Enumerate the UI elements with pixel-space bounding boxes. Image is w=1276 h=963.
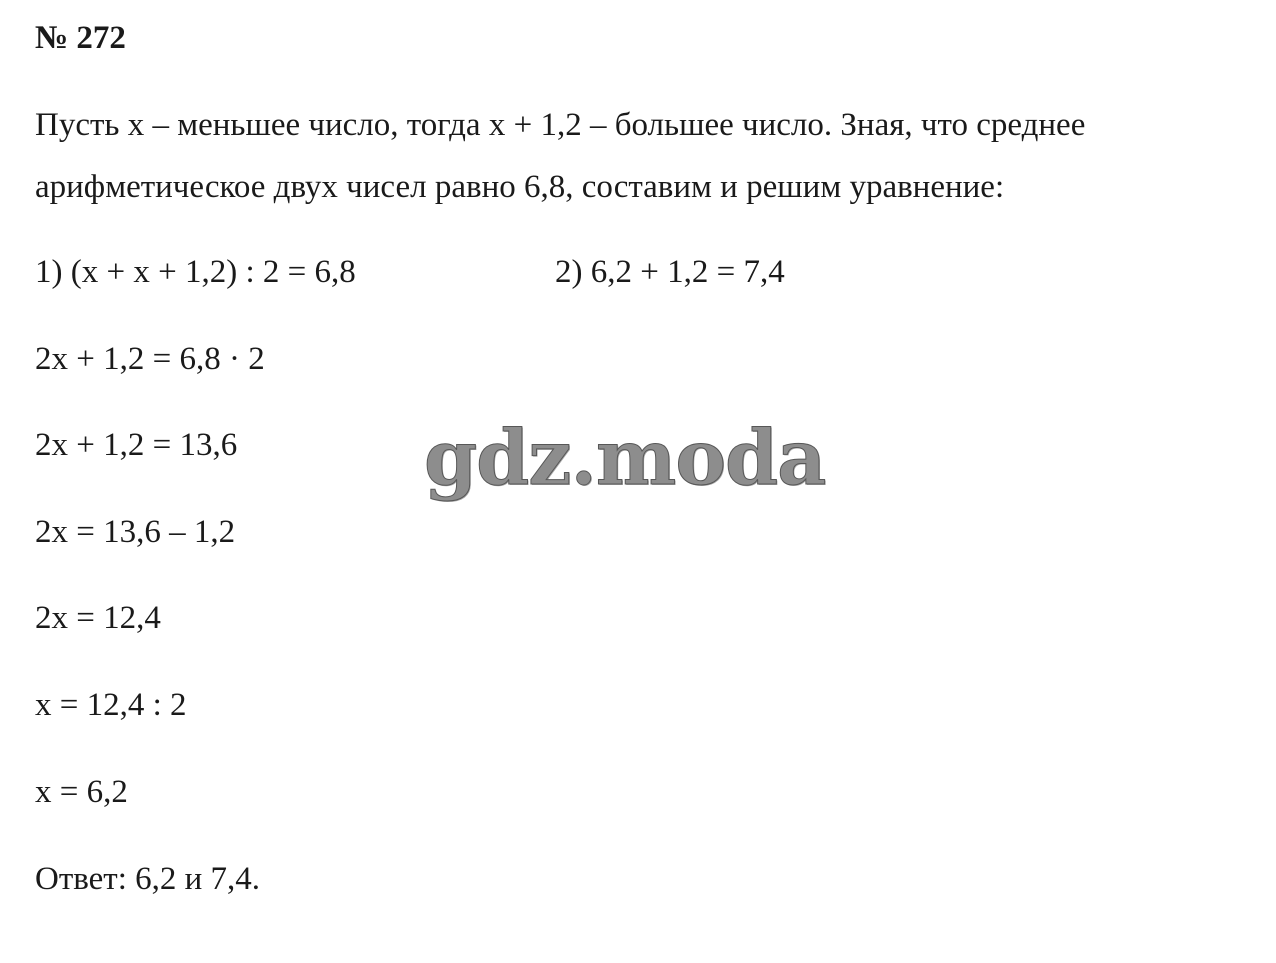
equation-line-4: 2х = 12,4 bbox=[35, 600, 161, 636]
step-1-equation: 1) (х + х + 1,2) : 2 = 6,8 bbox=[35, 254, 356, 290]
equation-line-5: х = 12,4 : 2 bbox=[35, 687, 187, 723]
problem-title: № 272 bbox=[35, 20, 126, 56]
equation-line-1: 2х + 1,2 = 6,8 · 2 bbox=[35, 341, 265, 377]
answer-line: Ответ: 6,2 и 7,4. bbox=[35, 861, 261, 897]
equation-line-2: 2х + 1,2 = 13,6 bbox=[35, 427, 238, 463]
intro-line-1: Пусть х – меньшее число, тогда х + 1,2 – большее число. Зная, что среднее bbox=[35, 107, 1086, 143]
watermark-logo: gdz.moda bbox=[424, 413, 826, 502]
equation-line-3: 2х = 13,6 – 1,2 bbox=[35, 514, 236, 550]
intro-line-2: арифметическое двух чисел равно 6,8, составим и решим уравнение: bbox=[35, 169, 1005, 205]
step-2-equation: 2) 6,2 + 1,2 = 7,4 bbox=[555, 254, 785, 290]
equation-line-6: х = 6,2 bbox=[35, 774, 128, 810]
